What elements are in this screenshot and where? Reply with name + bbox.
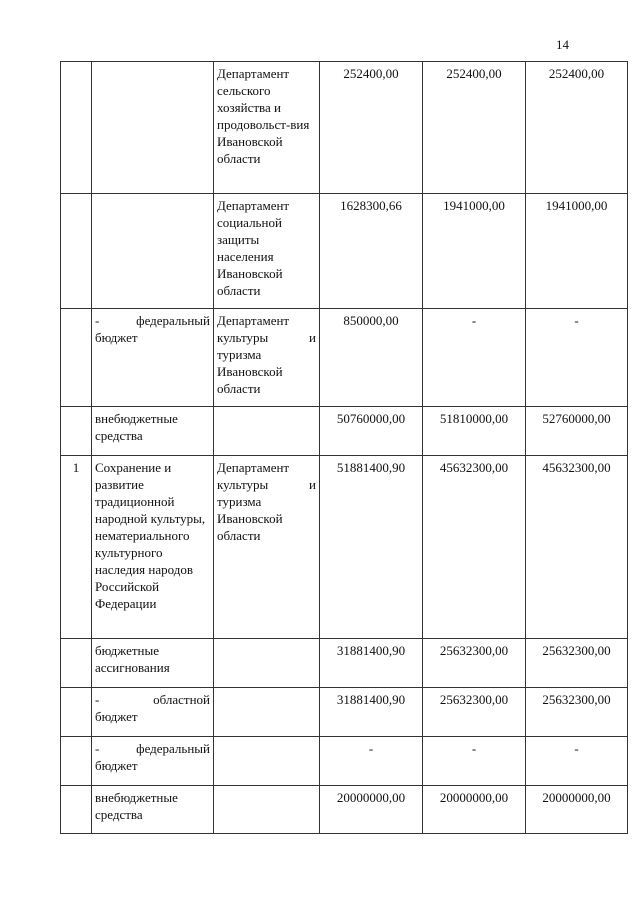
executor-word: культуры: [217, 477, 269, 492]
executor: [214, 688, 320, 737]
year2-amount: -: [423, 737, 526, 786]
activity-name: [92, 194, 214, 309]
table-row: [61, 62, 628, 194]
year1-amount: 31881400,90: [320, 639, 423, 688]
year1-amount: 1628300,66: [320, 194, 423, 309]
name-rest: бюджет: [95, 709, 138, 724]
executor: [214, 737, 320, 786]
year1-amount: -: [320, 737, 423, 786]
row-number: [61, 309, 92, 407]
budget-table: [60, 61, 628, 834]
activity-name: [92, 309, 214, 407]
year2-amount: 51810000,00: [423, 407, 526, 456]
executor-word: культуры: [217, 330, 269, 345]
activity-name: внебюджетные средства: [92, 407, 214, 456]
name-first-word: федеральный: [136, 313, 210, 328]
row-number: 1: [61, 456, 92, 639]
year2-amount: 1941000,00: [423, 194, 526, 309]
table-row: [61, 456, 628, 639]
executor-conj: и: [309, 477, 316, 492]
year3-amount: 252400,00: [526, 62, 628, 194]
executor: Департамент социальной защиты населения Ивановской области: [214, 194, 320, 309]
table-row: [61, 407, 628, 456]
executor: [214, 407, 320, 456]
year2-amount: 252400,00: [423, 62, 526, 194]
year2-amount: 25632300,00: [423, 688, 526, 737]
table-row: [61, 688, 628, 737]
dash-mark: -: [95, 741, 100, 756]
year2-amount: 45632300,00: [423, 456, 526, 639]
activity-name: бюджетные ассигнования: [92, 639, 214, 688]
year3-amount: 25632300,00: [526, 639, 628, 688]
executor: [214, 786, 320, 834]
row-number: [61, 688, 92, 737]
year1-amount: 50760000,00: [320, 407, 423, 456]
activity-name: [92, 62, 214, 194]
year2-amount: -: [423, 309, 526, 407]
year3-amount: 52760000,00: [526, 407, 628, 456]
year1-amount: 850000,00: [320, 309, 423, 407]
table-row: [61, 194, 628, 309]
row-number: [61, 62, 92, 194]
row-number: [61, 786, 92, 834]
dash-mark: -: [95, 313, 100, 328]
row-number: [61, 737, 92, 786]
activity-name: Сохранение и развитие традиционной народной культуры, нематериального культурного наследия народов Российской Федерации: [92, 456, 214, 639]
year1-amount: 31881400,90: [320, 688, 423, 737]
year2-amount: 20000000,00: [423, 786, 526, 834]
year3-amount: 20000000,00: [526, 786, 628, 834]
executor: [214, 639, 320, 688]
table-row: [61, 737, 628, 786]
activity-name: [92, 737, 214, 786]
executor: [214, 309, 320, 407]
year1-amount: 252400,00: [320, 62, 423, 194]
year3-amount: 45632300,00: [526, 456, 628, 639]
row-number: [61, 194, 92, 309]
dash-mark: -: [95, 692, 100, 707]
table-row: [61, 309, 628, 407]
row-number: [61, 407, 92, 456]
executor-rest: туризма Ивановской области: [217, 347, 283, 396]
name-first-word: областной: [153, 692, 210, 707]
executor: Департамент сельского хозяйства и продовольст-вия Ивановской области: [214, 62, 320, 194]
year1-amount: 20000000,00: [320, 786, 423, 834]
name-first-word: федеральный: [136, 741, 210, 756]
executor-conj: и: [309, 330, 316, 345]
executor-rest: туризма Ивановской области: [217, 494, 283, 543]
page-number: 14: [556, 37, 569, 52]
table-row: [61, 639, 628, 688]
year3-amount: -: [526, 309, 628, 407]
year3-amount: 1941000,00: [526, 194, 628, 309]
activity-name: [92, 688, 214, 737]
year3-amount: -: [526, 737, 628, 786]
year3-amount: 25632300,00: [526, 688, 628, 737]
name-rest: бюджет: [95, 758, 138, 773]
executor: [214, 456, 320, 639]
row-number: [61, 639, 92, 688]
year2-amount: 25632300,00: [423, 639, 526, 688]
executor-first: Департамент: [217, 313, 290, 328]
executor-first: Департамент: [217, 460, 290, 475]
activity-name: внебюджетные средства: [92, 786, 214, 834]
year1-amount: 51881400,90: [320, 456, 423, 639]
name-rest: бюджет: [95, 330, 138, 345]
table-row: [61, 786, 628, 834]
